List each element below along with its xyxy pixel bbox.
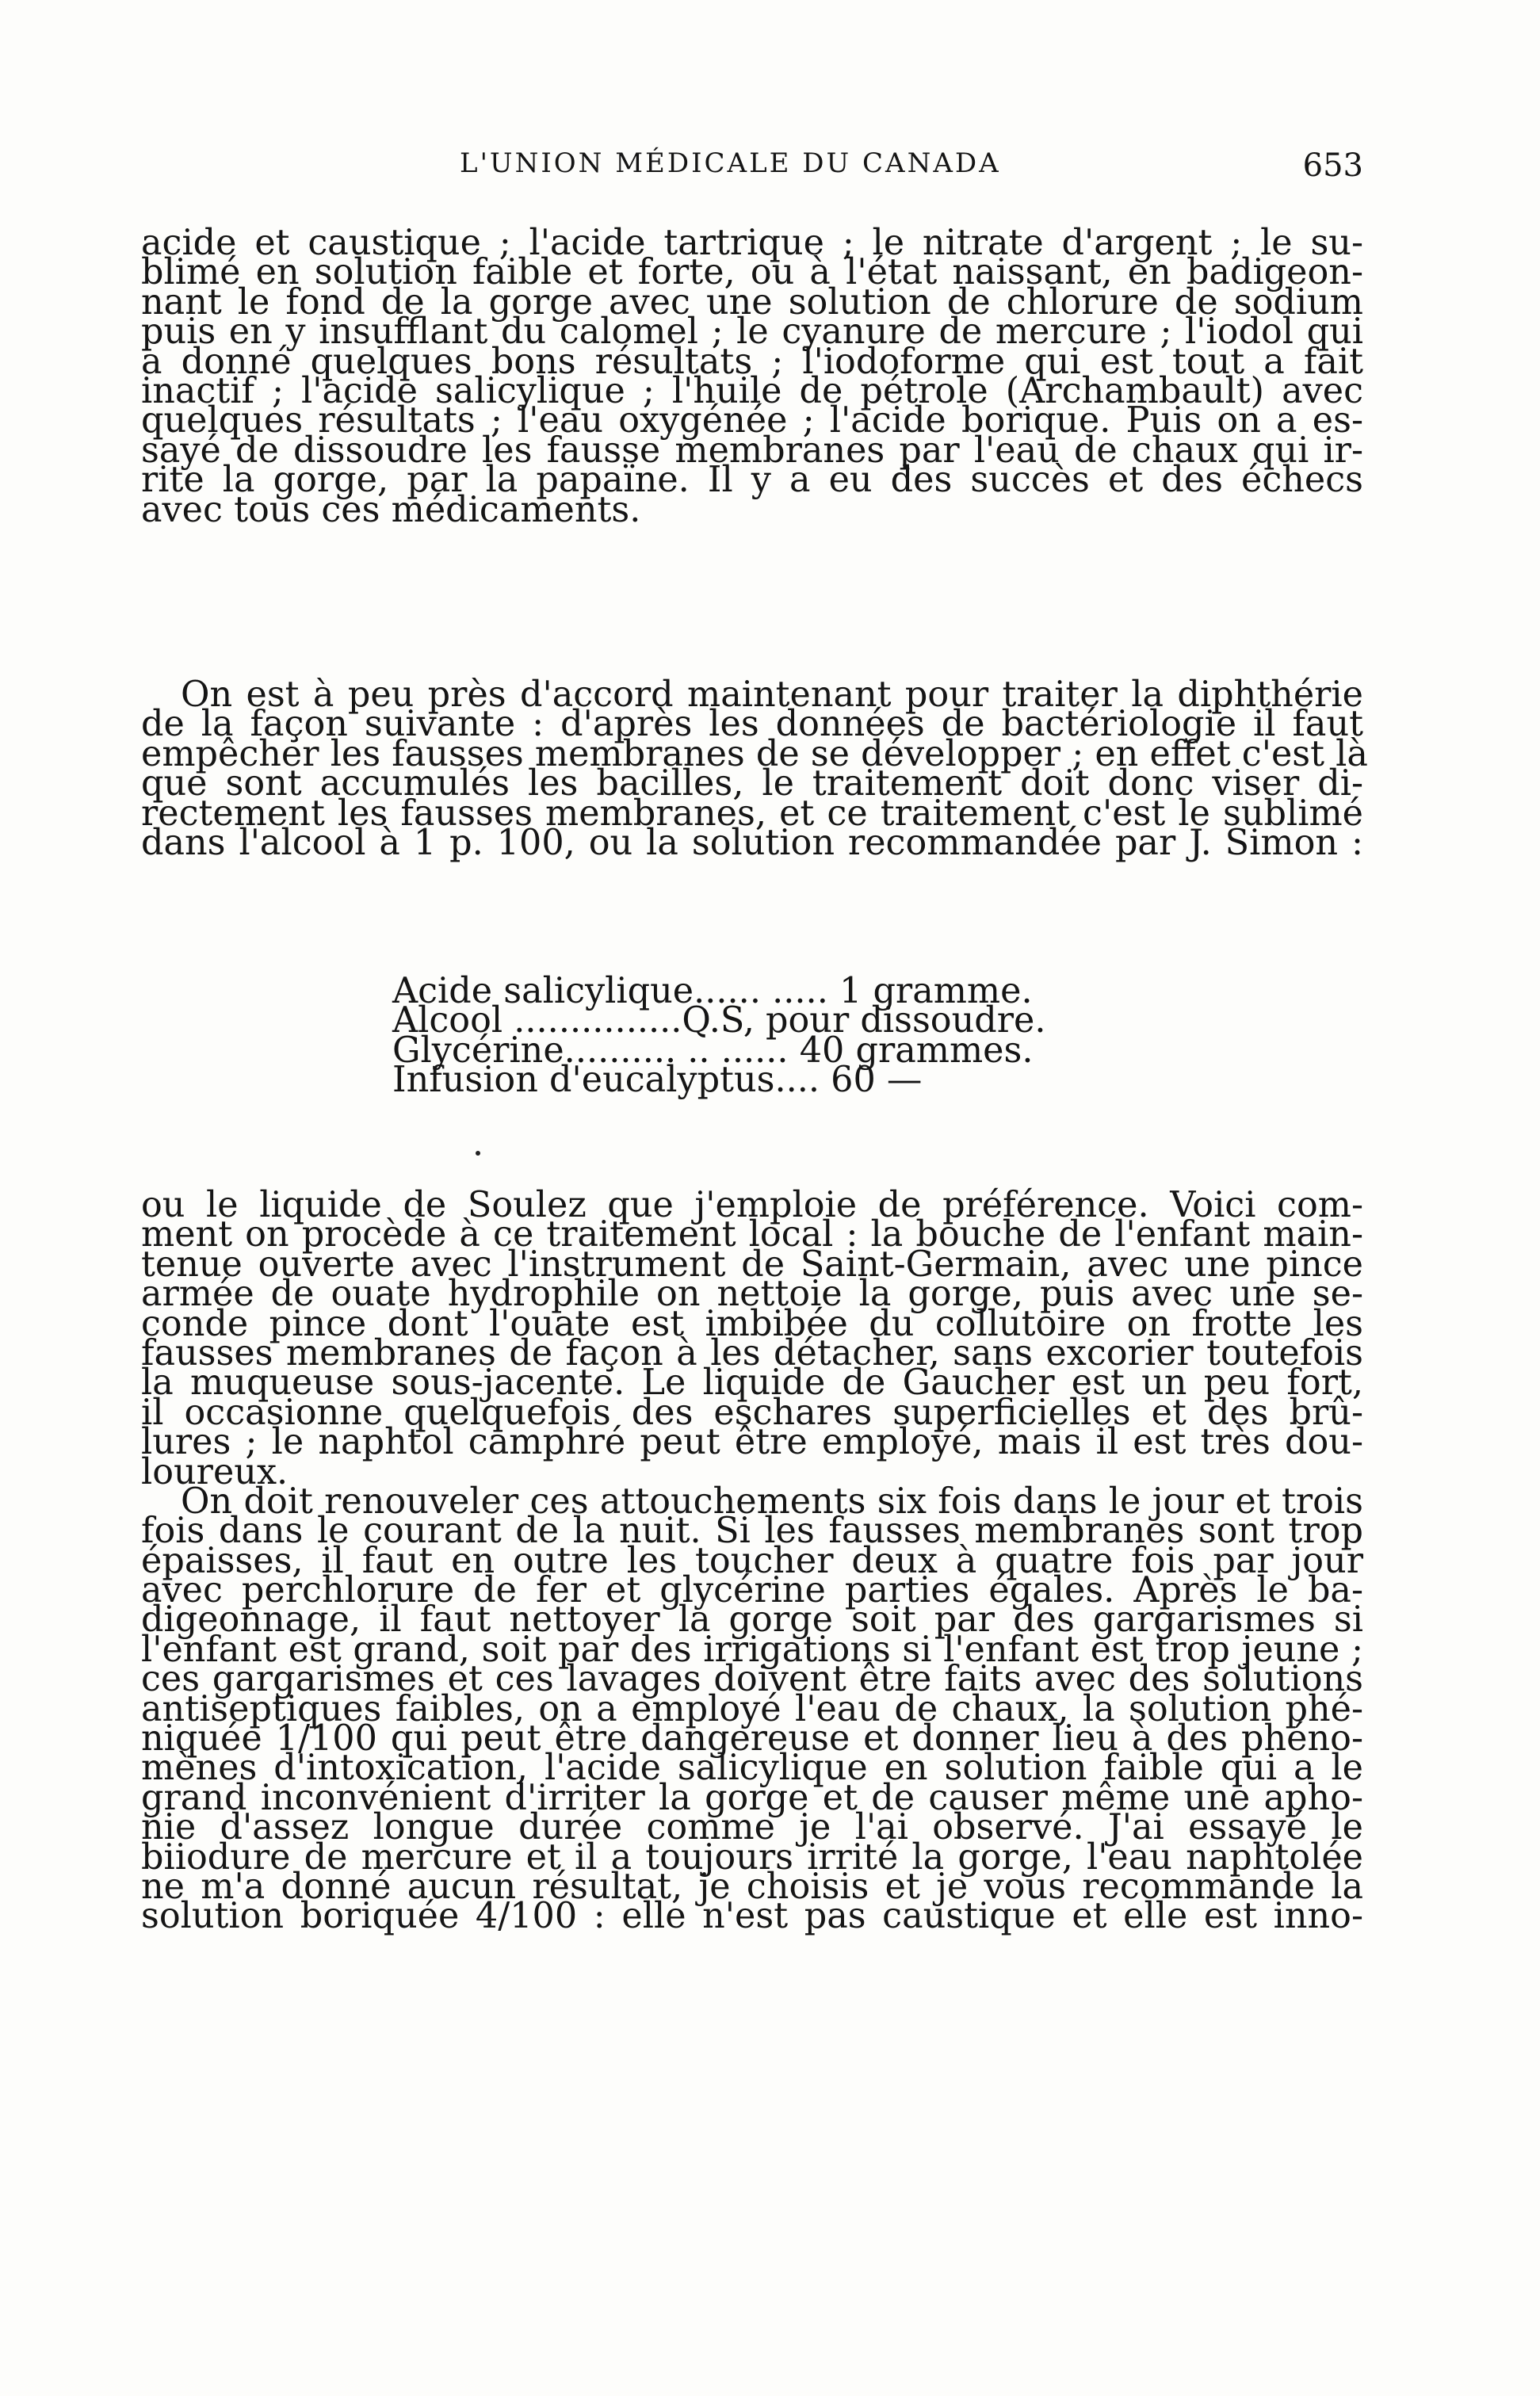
text-line: épaisses, il faut en outre les toucher deux à quatre fois par jour [141,1540,1363,1581]
text-line: fois dans le courant de la nuit. Si les fausses membranes sont trop [141,1511,1363,1552]
text-line: fausses membranes de façon à les détacher, sans excorier toutefois [141,1332,1363,1374]
text-line: armée de ouate hydrophile on nettoie la gorge, puis avec une se- [141,1274,1363,1315]
text-line: inactif ; l'acide salicylique ; l'huile de pétrole (Archambault) avec [141,370,1363,411]
page-number: 653 [1302,147,1363,184]
text-line: empêcher les fausses membranes de se développer ; en effet c'est là [141,733,1368,774]
page-header [143,147,1363,203]
text-line: nie d'assez longue durée comme je l'ai observé. J'ai essayé le [141,1807,1363,1848]
formula-row: Acide salicylique...... ..... 1 gramme. [392,971,1033,1011]
text-line: a donné quelques bons résultats ; l'iodoforme qui est tout a fait [141,341,1363,382]
prescription-formula [392,971,1185,1101]
text-line: puis en y insufflant du calomel ; le cyanure de mercure ; l'iodol qui [141,311,1363,353]
paragraph-1 [141,223,1363,530]
text-line: loureux. [141,1451,289,1492]
text-line: digeonnage, il faut nettoyer la gorge soit par des gargarismes si [141,1599,1363,1641]
text-line: nant le fond de la gorge avec une solution de chlorure de sodium [141,281,1363,323]
stray-ink-dot [476,1151,480,1156]
paragraph-3 [141,1185,1363,1492]
text-line: il occasionne quelquefois des eschares superficielles et des brû- [141,1392,1363,1433]
text-line: solution boriquée 4/100 : elle n'est pas caustique et elle est inno- [141,1896,1363,1937]
text-line: niquée 1/100 qui peut être dangereuse et donner lieu à des phéno- [141,1718,1363,1760]
text-line: On doit renouveler ces attouchements six fois dans le jour et trois [181,1481,1363,1522]
text-line: acide et caustique ; l'acide tartrique ; le nitrate d'argent ; le su- [141,223,1363,263]
text-line: lures ; le naphtol camphré peut être employé, mais il est très dou- [141,1422,1363,1463]
text-line: sayé de dissoudre les fausse membranes par l'eau de chaux qui ir- [141,430,1363,471]
text-line: blimé en solution faible et forte, ou à l'état naissant, en badigeon- [141,252,1363,293]
text-line: tenue ouverte avec l'instrument de Saint-Germain, avec une pince [141,1244,1363,1285]
text-line: l'enfant est grand, soit par des irrigations si l'enfant est trop jeune ; [141,1629,1363,1670]
text-line: mènes d'intoxication, l'acide salicylique en solution faible qui a le [141,1748,1363,1789]
text-line: On est à peu près d'accord maintenant pour traiter la diphthérie [181,674,1363,715]
text-line: rectement les fausses membranes, et ce traitement c'est le sublimé [141,793,1363,834]
text-line: grand inconvénient d'irriter la gorge et de causer même une apho- [141,1777,1363,1818]
body-text-bottom [141,1185,1363,1937]
text-line: que sont accumulés les bacilles, le traitement doit donc viser di- [141,763,1363,804]
text-line: rite la gorge, par la papaïne. Il y a eu des succès et des échecs [141,460,1363,501]
text-line: ment on procède à ce traitement local : la bouche de l'enfant main- [141,1214,1363,1255]
text-line: dans l'alcool à 1 p. 100, ou la solution recommandée par J. Simon : [141,822,1363,863]
formula-row: Glycérine.......... .. ...... 40 grammes. [392,1030,1034,1071]
text-line: biiodure de mercure et il a toujours irrité la gorge, l'eau naphtolée [141,1836,1363,1878]
paragraph-4 [141,1481,1363,1937]
paragraph-2 [141,674,1368,863]
text-line: antiseptiques faibles, on a employé l'eau de chaux, la solution phé- [141,1688,1363,1729]
text-line: ou le liquide de Soulez que j'emploie de préférence. Voici com- [141,1185,1363,1225]
text-line: conde pince dont l'ouate est imbibée du collutoire on frotte les [141,1303,1363,1344]
text-line: ces gargarismes et ces lavages doivent être faits avec des solutions [141,1659,1363,1700]
running-title: L'UNION MÉDICALE DU CANADA [460,147,1001,179]
body-text-top [141,223,1363,530]
formula-row: Infusion d'eucalyptus.... 60 — [392,1060,923,1101]
text-line: ne m'a donné aucun résultat, je choisis et je vous recommande la [141,1866,1363,1907]
text-line: de la façon suivante : d'après les données de bactériologie il faut [141,704,1363,745]
text-line: quelques résultats ; l'eau oxygénée ; l'acide borique. Puis on a es- [141,400,1363,441]
formula-row: Alcool ...............Q.S, pour dissoudre. [392,1000,1046,1041]
text-line: avec perchlorure de fer et glycérine parties égales. Après le ba- [141,1570,1363,1611]
text-line: la muqueuse sous-jacente. Le liquide de Gaucher est un peu fort, [141,1362,1363,1404]
text-line: avec tous ces médicaments. [141,489,641,530]
body-text-middle [141,674,1368,863]
